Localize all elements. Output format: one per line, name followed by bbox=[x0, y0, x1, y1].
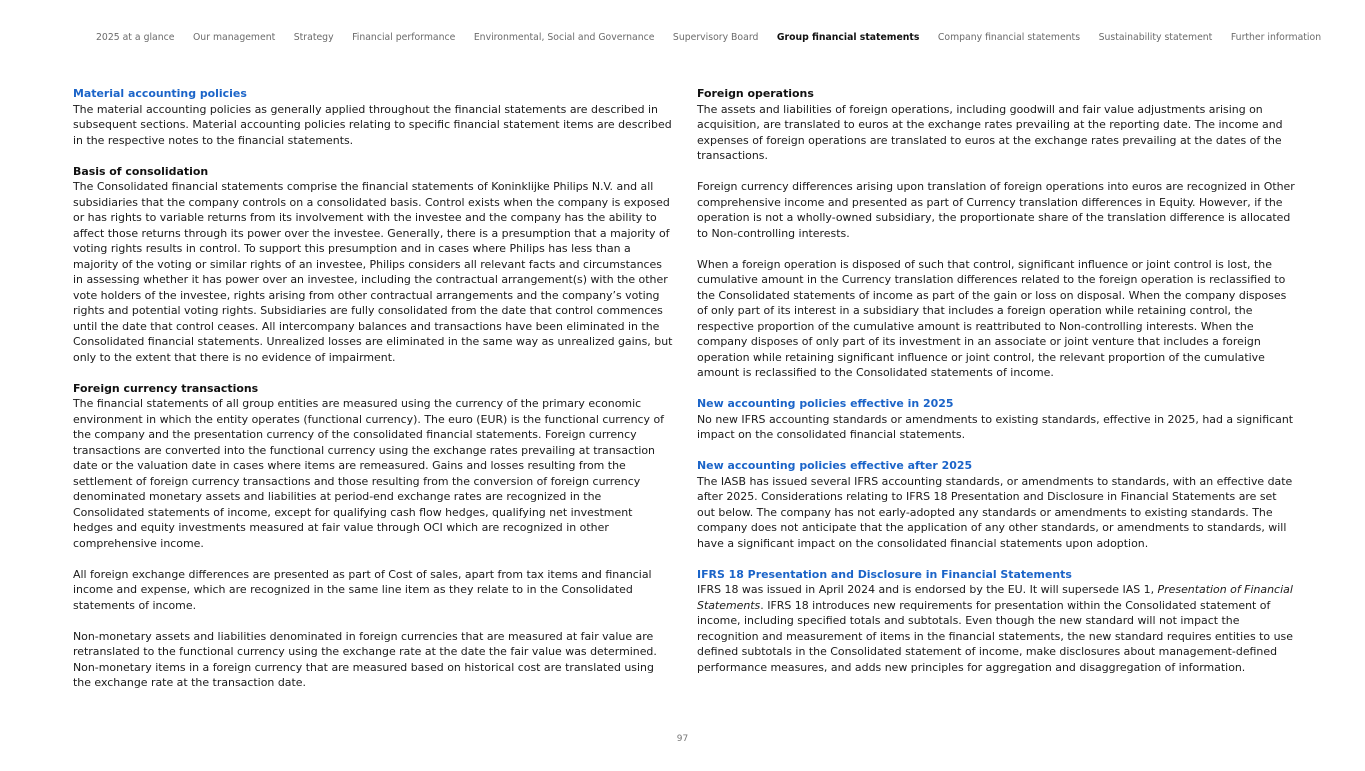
top-navigation bbox=[76, 24, 1322, 50]
nav-item-esg[interactable]: Environmental, Social and Governance bbox=[473, 31, 655, 43]
paragraph: The IASB has issued several IFRS accounting standards, or amendments to standards, with an effective date after 2025. Considerations relating to IFRS 18 Presentation and Disclosure in Financial Statements are set out below. The company has not early-adopted any standards or amendments to existing standards. The company does not anticipate that the application of any other standards, or amendments to standards, will have a significant impact on the consolidated financial statements upon adoption. bbox=[697, 474, 1293, 550]
nav-item-supervisory-board[interactable]: Supervisory Board bbox=[672, 31, 759, 43]
nav-item-further-information[interactable]: Further information bbox=[1230, 31, 1322, 43]
paragraph: The Consolidated financial statements comprise the financial statements of Koninklijke Philips N.V. and all subsidiaries that the company controls on a consolidated basis. Control exists when the company is exposed or has rights to variable returns from its involvement with the investee and the company has the ability to affect those returns through its power over the investee. Generally, there is a presumption that a majority of voting rights results in control. To support this presumption and in cases where Philips has less than a majority of the voting or similar rights of an investee, Philips considers all relevant facts and circumstances in assessing whether it has power over an investee, including the contractual arrangement(s) with the other vote holders of the investee, rights arising from other contractual arrangements and the company’s voting rights and potential voting rights. Subsidiaries are fully consolidated from the date that control commences until the date that control ceases. All intercompany balances and transactions have been eliminated in the Consolidated financial statements. Unrealized losses are eliminated in the same way as unrealized gains, but only to the extent that there is no evidence of impairment. bbox=[73, 180, 673, 364]
paragraph: The material accounting policies as generally applied throughout the financial statements are described in subsequent sections. Material accounting policies relating to specific financial statement items are described in the respective notes to the financial statements. bbox=[73, 102, 672, 147]
section-heading: New accounting policies effective after 2025 bbox=[697, 459, 973, 472]
nav-item-our-management[interactable]: Our management bbox=[192, 31, 276, 43]
nav-item-strategy[interactable]: Strategy bbox=[293, 31, 334, 43]
paragraph: No new IFRS accounting standards or amendments to existing standards, effective in 2025, had a significant impact on the consolidated financial statements. bbox=[697, 412, 1294, 441]
nav-item-group-financial-statements[interactable]: Group financial statements bbox=[776, 31, 920, 43]
nav-item-financial-performance[interactable]: Financial performance bbox=[352, 31, 456, 43]
left-column bbox=[73, 86, 673, 706]
paragraph: When a foreign operation is disposed of such that control, significant influence or joint control is lost, the cumulative amount in the Currency translation differences related to the foreign operation is reclassified to the Consolidated statements of income as part of the gain or loss on disposal. When the company disposes of only part of its interest in a subsidiary that includes a foreign operation while retaining control, the respective proportion of the cumulative amount is reattributed to Non-controlling interests. When the company disposes of only part of its investment in an associate or joint venture that includes a foreign operation while retaining significant influence or joint control, the relevant proportion of the cumulative amount is reclassified to the Consolidated statements of income. bbox=[697, 257, 1287, 379]
paragraph-part: IFRS 18 was issued in April 2024 and is endorsed by the EU. It will supersede IAS 1, bbox=[697, 583, 1158, 596]
new-policies-2025-section bbox=[697, 396, 1297, 443]
new-policies-after-2025-section bbox=[697, 458, 1297, 551]
paragraph: The assets and liabilities of foreign operations, including goodwill and fair value adjustments arising on acquisition, are translated to euros at the exchange rates prevailing at the reporting date. The income and expenses of foreign operations are translated to euros at the exchange rates prevailing at the dates of the transactions. bbox=[697, 102, 1283, 162]
page-number: 97 bbox=[676, 734, 689, 744]
italic-title: Presentation of Financial Statements bbox=[697, 583, 1293, 612]
foreign-operations-section bbox=[697, 86, 1297, 164]
nav-item-company-financial-statements[interactable]: Company financial statements bbox=[937, 31, 1081, 43]
section-heading: New accounting policies effective in 2025 bbox=[697, 397, 954, 410]
ifrs18-section bbox=[697, 567, 1297, 676]
paragraph: Non-monetary assets and liabilities denominated in foreign currencies that are measured at fair value are retranslated to the functional currency using the exchange rate at the date the fair value was determined. Non-monetary items in a foreign currency that are measured based on historical cost are translated using the exchange rate at the transaction date. bbox=[73, 629, 657, 689]
section-heading: Foreign currency transactions bbox=[73, 381, 259, 395]
section-heading: Basis of consolidation bbox=[73, 164, 209, 178]
section-heading: IFRS 18 Presentation and Disclosure in Financial Statements bbox=[697, 567, 1072, 581]
nav-item-at-a-glance[interactable]: 2025 at a glance bbox=[96, 31, 175, 43]
section-heading: Foreign operations bbox=[697, 87, 814, 100]
nav-item-sustainability-statement[interactable]: Sustainability statement bbox=[1098, 31, 1213, 43]
paragraph: All foreign exchange differences are presented as part of Cost of sales, apart from tax items and financial income and expense, which are recognized in the same line item as they relate to in the Consolidated statements of income. bbox=[73, 567, 652, 612]
material-accounting-policies-section bbox=[73, 86, 673, 148]
paragraph-part: . IFRS 18 introduces new requirements for presentation within the Consolidated statement of income, including specified totals and subtotals. Even though the new standard will not impact the recognition and measurement of items in the financial statements, the new standard requires entities to use defined subtotals in the Consolidated statement of income, make disclosures about management-defined performance measures, and adds new principles for aggregation and disaggregation of information. bbox=[697, 598, 1293, 674]
section-heading: Material accounting policies bbox=[73, 87, 247, 100]
right-column bbox=[697, 86, 1297, 691]
paragraph: Foreign currency differences arising upon translation of foreign operations into euros are recognized in Other comprehensive income and presented as part of Currency translation differences in Equity. However, if the operation is not a wholly-owned subsidiary, the proportionate share of the translation difference is allocated to Non-controlling interests. bbox=[697, 180, 1295, 240]
paragraph: The financial statements of all group entities are measured using the currency of the primary economic environment in which the entity operates (functional currency). The euro (EUR) is the functional currency of the company and the presentation currency of the consolidated financial statements. Foreign currency transactions are converted into the functional currency using the exchange rates prevailing at transaction date or the valuation date in cases where items are remeasured. Gains and losses resulting from the settlement of foreign currency transactions and those resulting from the conversion of foreign currency denominated monetary assets and liabilities at period-end exchange rates are recognized in the Consolidated statements of income, except for qualifying cash flow hedges, qualifying net investment hedges and equity investments measured at fair value through OCI which are recognized in other comprehensive income. bbox=[73, 397, 665, 550]
foreign-currency-transactions-section bbox=[73, 381, 673, 552]
basis-of-consolidation-section bbox=[73, 164, 673, 366]
